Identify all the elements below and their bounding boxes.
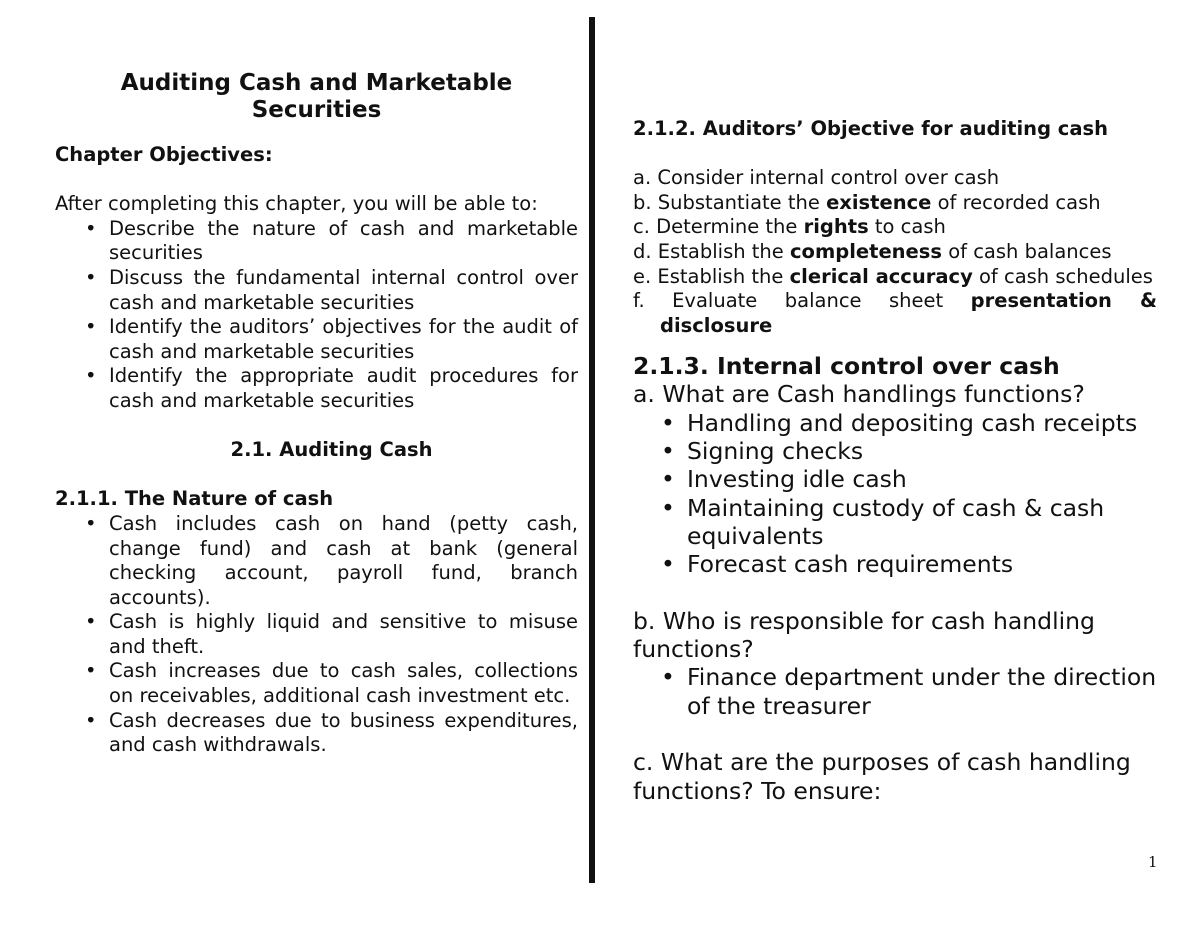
list-item: • Finance department under the direction of the treasurer bbox=[633, 663, 1157, 720]
nature-list bbox=[55, 512, 578, 758]
question-b: b. Who is responsible for cash handling functions? bbox=[633, 606, 1095, 664]
list-item: • Cash is highly liquid and sensitive to misuse and theft. bbox=[55, 610, 578, 659]
nature-heading: 2.1.1. The Nature of cash bbox=[55, 487, 334, 511]
chapter-objectives-heading: Chapter Objectives: bbox=[55, 143, 273, 166]
question-a: a. What are Cash handlings functions? bbox=[633, 380, 1085, 409]
list-item: • Cash increases due to cash sales, collections on receivables, additional cash investment etc. bbox=[55, 659, 578, 708]
list-item: • Identify the auditors’ objectives for the audit of cash and marketable securities bbox=[55, 315, 578, 364]
list-item: • Maintaining custody of cash & cash equivalents bbox=[633, 494, 1157, 551]
objective-f: f. Evaluate balance sheet presentation & disclosure bbox=[633, 289, 1157, 337]
list-item: • Cash includes cash on hand (petty cash, change fund) and cash at bank (general checking account, payroll fund, branch accounts). bbox=[55, 512, 578, 610]
list-item: • Investing idle cash bbox=[633, 465, 1157, 493]
list-item: • Cash decreases due to business expenditures, and cash withdrawals. bbox=[55, 709, 578, 758]
list-item: • Forecast cash requirements bbox=[633, 550, 1157, 578]
section-heading: 2.1. Auditing Cash bbox=[230, 438, 433, 462]
objectives-intro: After completing this chapter, you will be able to: bbox=[55, 192, 538, 216]
objective-d: d. Establish the completeness of cash balances bbox=[633, 239, 1112, 263]
list-item: • Signing checks bbox=[633, 437, 1157, 465]
objective-heading: 2.1.2. Auditors’ Objective for auditing cash bbox=[633, 117, 1109, 140]
functions-list bbox=[633, 409, 1157, 579]
list-item: • Describe the nature of cash and marketable securities bbox=[55, 217, 578, 266]
left-column bbox=[55, 70, 578, 758]
list-item: • Discuss the fundamental internal control over cash and marketable securities bbox=[55, 266, 578, 315]
column-divider bbox=[589, 17, 595, 883]
document-title: Auditing Cash and Marketable Securities bbox=[120, 70, 513, 123]
page-number: 1 bbox=[1148, 853, 1158, 871]
question-c: c. What are the purposes of cash handling functions? To ensure: bbox=[633, 748, 1131, 805]
objective-e: e. Establish the clerical accuracy of cash schedules bbox=[633, 264, 1153, 288]
list-item: • Identify the appropriate audit procedures for cash and marketable securities bbox=[55, 364, 578, 413]
objectives-list bbox=[55, 217, 578, 414]
control-heading: 2.1.3. Internal control over cash bbox=[633, 352, 1060, 381]
list-item: • Handling and depositing cash receipts bbox=[633, 409, 1157, 437]
right-column bbox=[633, 117, 1157, 805]
responsible-list bbox=[633, 663, 1157, 720]
objective-c: c. Determine the rights to cash bbox=[633, 215, 946, 239]
objective-b: b. Substantiate the existence of recorded cash bbox=[633, 190, 1101, 214]
objective-a: a. Consider internal control over cash bbox=[633, 166, 1000, 190]
